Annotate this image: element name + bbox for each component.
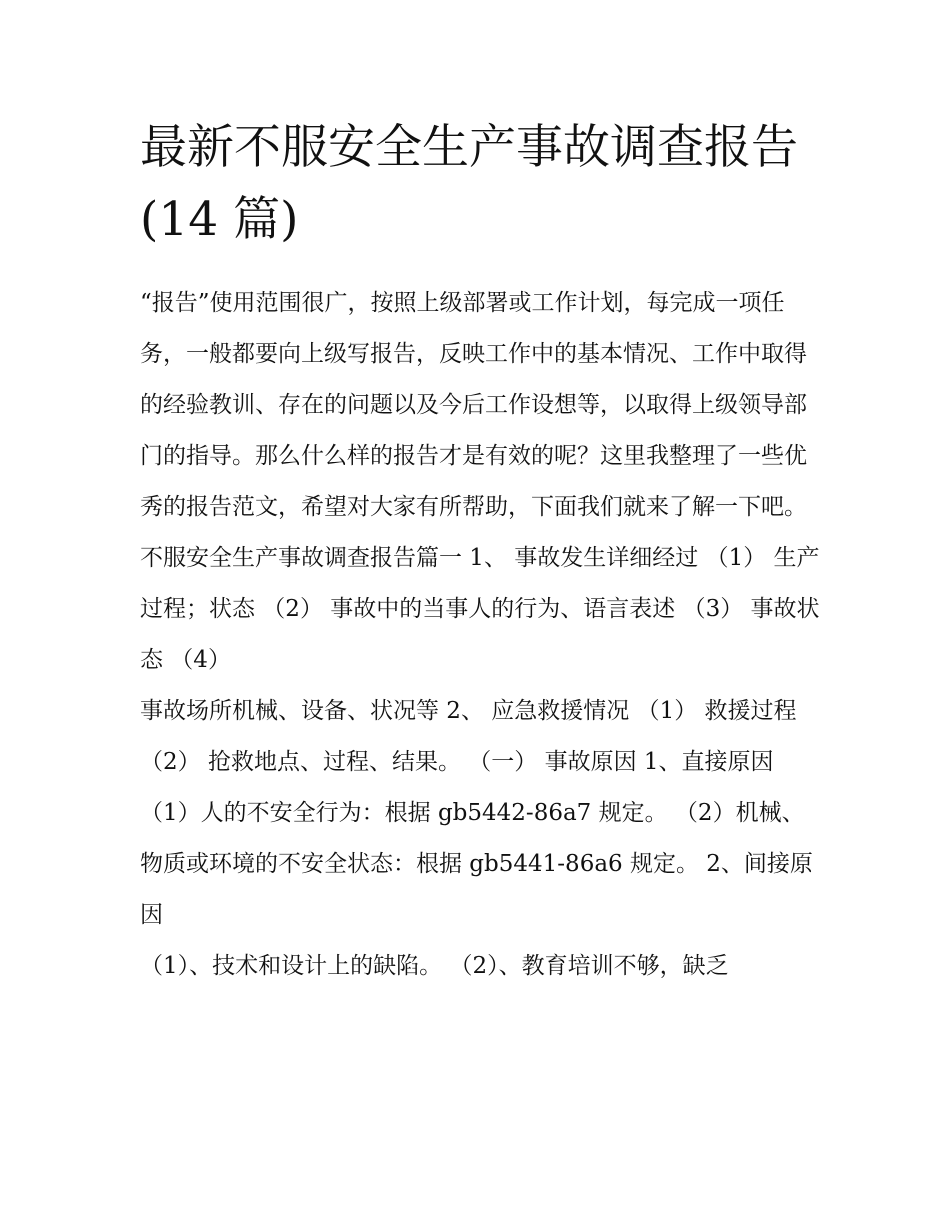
report-paragraph-3: （1）人的不安全行为：根据 gb5442-86a7 规定。 （2）机械、物质或环境的不安全状态：根据 gb5441-86a6 规定。 2、间接原因 xyxy=(140,800,813,928)
report-paragraph-4: （1）、技术和设计上的缺陷。 （2）、教育培训不够，缺乏 xyxy=(140,953,729,979)
document-body xyxy=(140,112,820,992)
report-paragraph-2: 事故场所机械、设备、状况等 2、 应急救援情况 （1） 救援过程 （2） 抢救地点、过程、结果。 （一） 事故原因 1、直接原因 xyxy=(140,698,797,775)
report-paragraph-1: 不服安全生产事故调查报告篇一 1、 事故发生详细经过 （1） 生产过程；状态 （2） 事故中的当事人的行为、语言表述 （3） 事故状态 （4） xyxy=(140,545,820,673)
intro-paragraph: “报告”使用范围很广，按照上级部署或工作计划，每完成一项任务，一般都要向上级写报告，反映工作中的基本情况、工作中取得的经验教训、存在的问题以及今后工作设想等，以取得上级领导部门的指导。那么什么样的报告才是有效的呢？这里我整理了一些优秀的报告范文，希望对大家有所帮助，下面我们就来了解一下吧。 xyxy=(140,290,807,520)
document-title: 最新不服安全生产事故调查报告(14 篇) xyxy=(140,120,798,247)
